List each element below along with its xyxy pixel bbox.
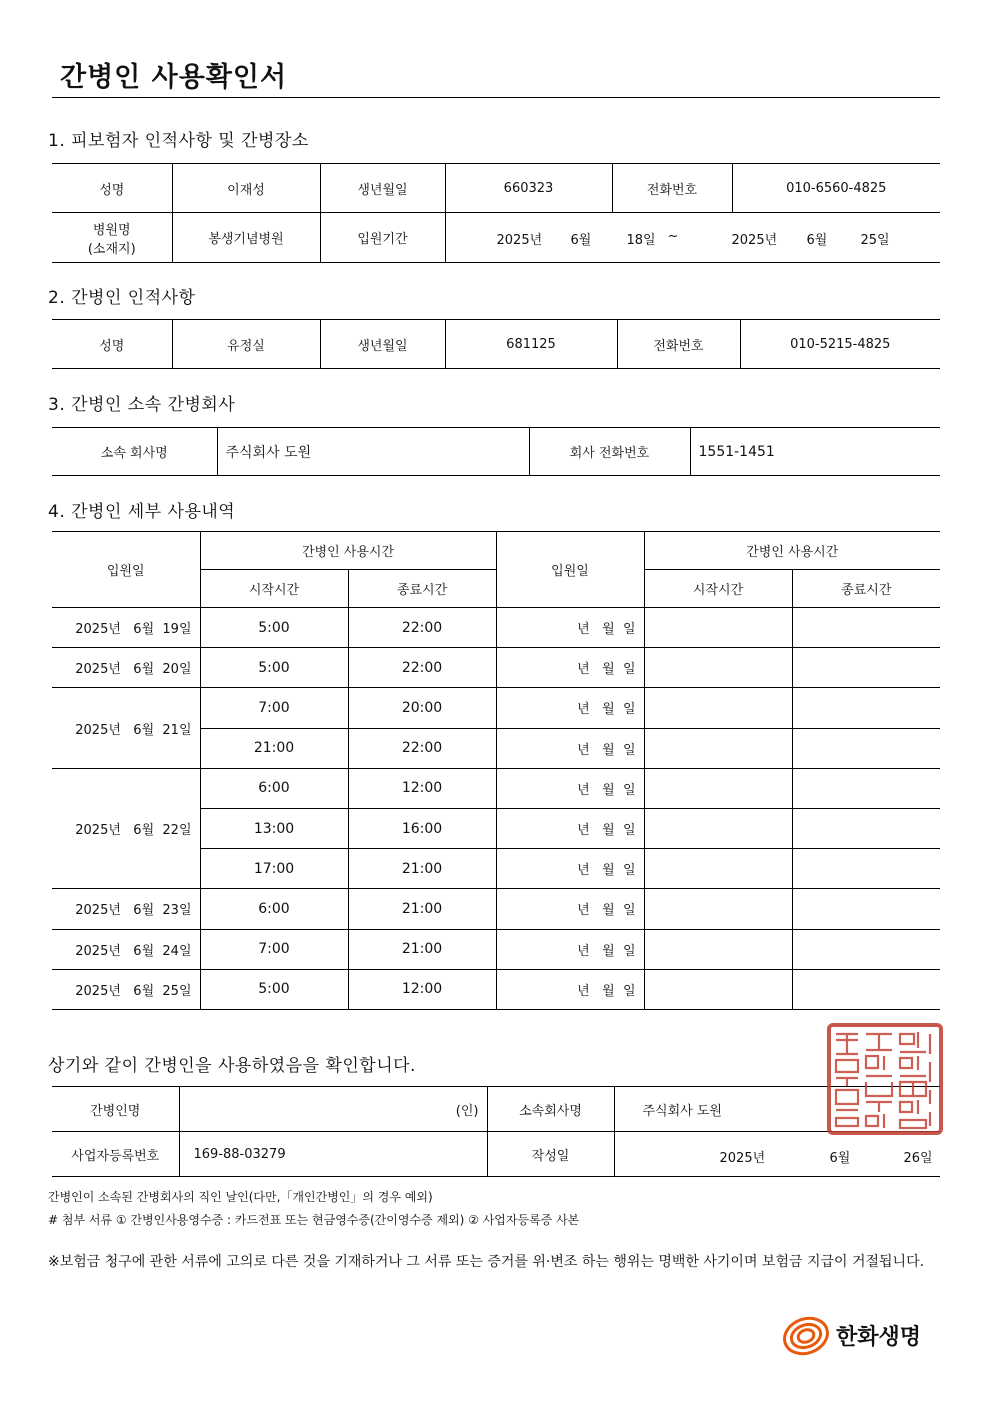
usage-date: 2025년 6월 25일 [52,969,200,1009]
blank-end-time [792,608,940,648]
written-date-month: 6월 [829,1151,851,1166]
table-row [52,929,940,969]
col-end-right: 종료시간 [792,570,940,608]
table-row [52,648,940,688]
blank-start-time [644,728,792,768]
blank-date: 년 월 일 [496,728,644,768]
period-start-day: 18일 [626,233,656,248]
blank-start-time [644,849,792,889]
usage-date: 2025년 6월 20일 [52,648,200,688]
table-row [52,889,940,929]
blank-start-time [644,688,792,728]
section-1-heading: 1. 피보험자 인적사항 및 간병장소 [48,131,309,151]
blank-date: 년 월 일 [496,768,644,808]
insured-phone: 010-6560-4825 [732,164,940,213]
confirm-company-name: 주식회사 도원 [614,1087,940,1132]
usage-end-time: 22:00 [348,728,496,768]
caregiver-birth-label: 생년월일 [320,320,445,369]
col-start-right: 시작시간 [644,570,792,608]
usage-start-time: 5:00 [200,969,348,1009]
blank-end-time [792,688,940,728]
usage-start-time: 21:00 [200,728,348,768]
caregiver-name: 유정실 [172,320,320,369]
written-date [614,1132,940,1177]
period-end-day: 25일 [860,233,890,248]
usage-end-time: 12:00 [348,768,496,808]
blank-end-time [792,849,940,889]
caregiver-name-label: 성명 [52,320,172,369]
usage-end-time: 21:00 [348,849,496,889]
brand-name: 한화생명 [836,1325,922,1350]
company-phone-label: 회사 전화번호 [529,428,690,476]
written-date-label: 작성일 [487,1132,614,1177]
usage-end-time: 21:00 [348,889,496,929]
col-usage-time-left: 간병인 사용시간 [200,532,496,570]
section-3-heading: 3. 간병인 소속 간병회사 [48,395,236,415]
page-title: 간병인 사용확인서 [60,62,288,93]
usage-start-time: 6:00 [200,768,348,808]
caregiver-sign-label: 간병인명 [52,1087,179,1132]
usage-start-time: 5:00 [200,608,348,648]
table-row [52,969,940,1009]
confirm-company-label: 소속회사명 [487,1087,614,1132]
usage-date: 2025년 6월 24일 [52,929,200,969]
blank-end-time [792,889,940,929]
usage-start-time: 7:00 [200,929,348,969]
usage-end-time: 22:00 [348,608,496,648]
blank-start-time [644,648,792,688]
insured-birth: 660323 [445,164,612,213]
blank-end-time [792,648,940,688]
insured-birth-label: 생년월일 [320,164,445,213]
company-name: 주식회사 도원 [217,428,529,476]
blank-end-time [792,768,940,808]
section-2-heading: 2. 간병인 인적사항 [48,288,196,308]
usage-end-time: 16:00 [348,808,496,848]
blank-start-time [644,608,792,648]
bizno-label: 사업자등록번호 [52,1132,179,1177]
hospital-label-line1: 병원명 [92,222,131,238]
blank-start-time [644,889,792,929]
period-start-year: 2025년 [496,233,543,248]
fraud-warning: ※보험금 청구에 관한 서류에 고의로 다른 것을 기재하거나 그 서류 또는 증거를 위·변조 하는 행위는 명백한 사기이며 보험금 지급이 거절됩니다. [48,1254,925,1270]
period-label: 입원기간 [320,213,445,263]
blank-date: 년 월 일 [496,929,644,969]
blank-start-time [644,929,792,969]
section-4-heading: 4. 간병인 세부 사용내역 [48,502,236,522]
blank-date: 년 월 일 [496,849,644,889]
usage-start-time: 13:00 [200,808,348,848]
written-date-day: 26일 [903,1151,933,1166]
company-name-label: 소속 회사명 [52,428,217,476]
table-row [52,768,940,808]
hanwha-flame-icon [780,1310,832,1358]
caregiver-phone-label: 전화번호 [617,320,740,369]
insured-name-label: 성명 [52,164,172,213]
usage-end-time: 22:00 [348,648,496,688]
blank-date: 년 월 일 [496,969,644,1009]
written-date-year: 2025년 [719,1151,766,1166]
hospital-label-line2: (소재지) [87,241,136,257]
admission-period [445,213,940,263]
company-seal-stamp [826,1022,944,1136]
insured-phone-label: 전화번호 [612,164,732,213]
insured-info-table [52,163,940,263]
blank-end-time [792,929,940,969]
seal-note: 간병인이 소속된 간병회사의 직인 날인(다만,「개인간병인」의 경우 예외) [48,1190,433,1204]
col-start-left: 시작시간 [200,570,348,608]
usage-date: 2025년 6월 19일 [52,608,200,648]
usage-date: 2025년 6월 23일 [52,889,200,929]
caregiver-birth: 681125 [445,320,617,369]
usage-start-time: 7:00 [200,688,348,728]
col-admission-date-right: 입원일 [496,532,644,608]
usage-end-time: 12:00 [348,969,496,1009]
col-end-left: 종료시간 [348,570,496,608]
usage-start-time: 5:00 [200,648,348,688]
bizno-value: 169-88-03279 [179,1132,487,1177]
blank-date: 년 월 일 [496,608,644,648]
usage-detail-table [52,531,940,1010]
usage-start-time: 6:00 [200,889,348,929]
usage-start-time: 17:00 [200,849,348,889]
caregiver-info-table [52,319,940,369]
usage-date: 2025년 6월 22일 [52,768,200,889]
blank-date: 년 월 일 [496,889,644,929]
usage-end-time: 20:00 [348,688,496,728]
company-phone: 1551-1451 [690,428,940,476]
hospital-label [52,213,172,263]
insured-name: 이재성 [172,164,320,213]
caregiver-seal-mark: (인) [179,1087,487,1132]
period-start-month: 6월 [570,233,592,248]
company-info-table [52,427,940,476]
attachments-note: # 첨부 서류 ① 간병인사용영수증 : 카드전표 또는 현금영수증(간이영수증 제외) ② 사업자등록증 사본 [48,1213,580,1227]
usage-end-time: 21:00 [348,929,496,969]
hospital-name: 봉생기념병원 [172,213,320,263]
col-usage-time-right: 간병인 사용시간 [644,532,940,570]
col-admission-date-left: 입원일 [52,532,200,608]
blank-start-time [644,768,792,808]
blank-end-time [792,969,940,1009]
confirmation-table [52,1086,940,1177]
blank-end-time [792,728,940,768]
confirmation-statement: 상기와 같이 간병인을 사용하였음을 확인합니다. [48,1056,416,1076]
title-divider [52,97,940,98]
blank-date: 년 월 일 [496,648,644,688]
blank-end-time [792,808,940,848]
caregiver-phone: 010-5215-4825 [740,320,940,369]
blank-date: 년 월 일 [496,808,644,848]
table-row [52,688,940,728]
period-tilde: ~ [667,229,679,244]
period-end-year: 2025년 [731,233,778,248]
period-end-month: 6월 [806,233,828,248]
table-row [52,608,940,648]
usage-date: 2025년 6월 21일 [52,688,200,768]
blank-start-time [644,808,792,848]
blank-start-time [644,969,792,1009]
blank-date: 년 월 일 [496,688,644,728]
